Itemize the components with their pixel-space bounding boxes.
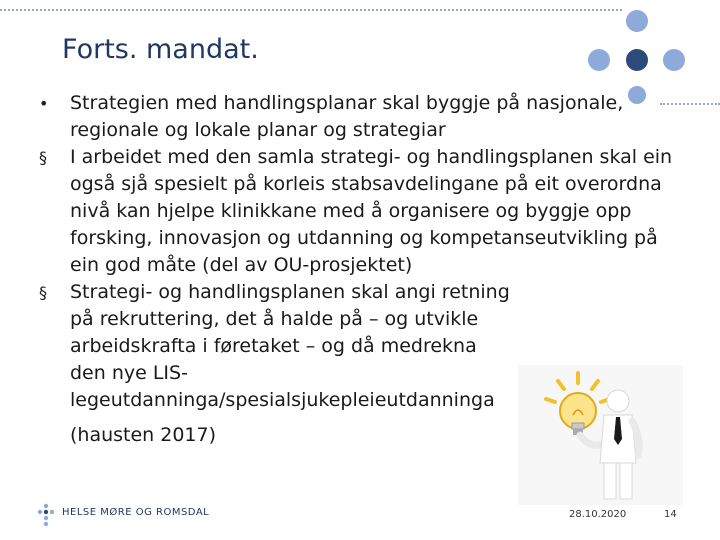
decor-dot: [588, 49, 610, 71]
decor-dot: [626, 49, 648, 71]
bullet-text: Strategi- og handlingsplanen skal angi retning på rekruttering, det å halde på – og utvikle arbeidskrafta i føretaket – og då medrekna den nye LIS-legeutdanninga/spesialsjukepleieutdanninga: [70, 281, 510, 411]
footer-page-number: 14: [664, 509, 677, 520]
decor-dot: [663, 49, 685, 71]
logo-mark-icon: [34, 503, 58, 527]
bullet-item: [28, 90, 688, 144]
top-dotted-line: [0, 9, 622, 11]
helse-more-og-romsdal-logo: [34, 503, 234, 527]
decor-dot: [626, 10, 648, 32]
person-lightbulb-icon: [518, 365, 683, 505]
bullet-item: [28, 144, 688, 279]
footer-date: 28.10.2020: [569, 509, 627, 520]
bullet-text: Strategien med handlingsplanar skal byggje på nasjonale, regionale og lokale planar og strategiar: [70, 92, 624, 141]
bullet-extra-text: (hausten 2017): [70, 424, 217, 446]
bullet-marker: §: [39, 148, 47, 167]
bullet-marker: •: [39, 94, 49, 113]
logo-text: HELSE MØRE OG ROMSDAL: [62, 507, 210, 518]
bullet-text: I arbeidet med den samla strategi- og handlingsplanen skal ein også sjå spesielt på korleis stabsavdelingane på eit overordna nivå kan hjelpe klinikkane med å organisere og byggje opp forsking, innovasjon og utdanning og kompetanseutvikling på ein god måte (del av OU-prosjektet): [70, 146, 673, 276]
slide-title: Forts. mandat.: [62, 34, 259, 65]
bullet-marker: §: [39, 283, 47, 302]
